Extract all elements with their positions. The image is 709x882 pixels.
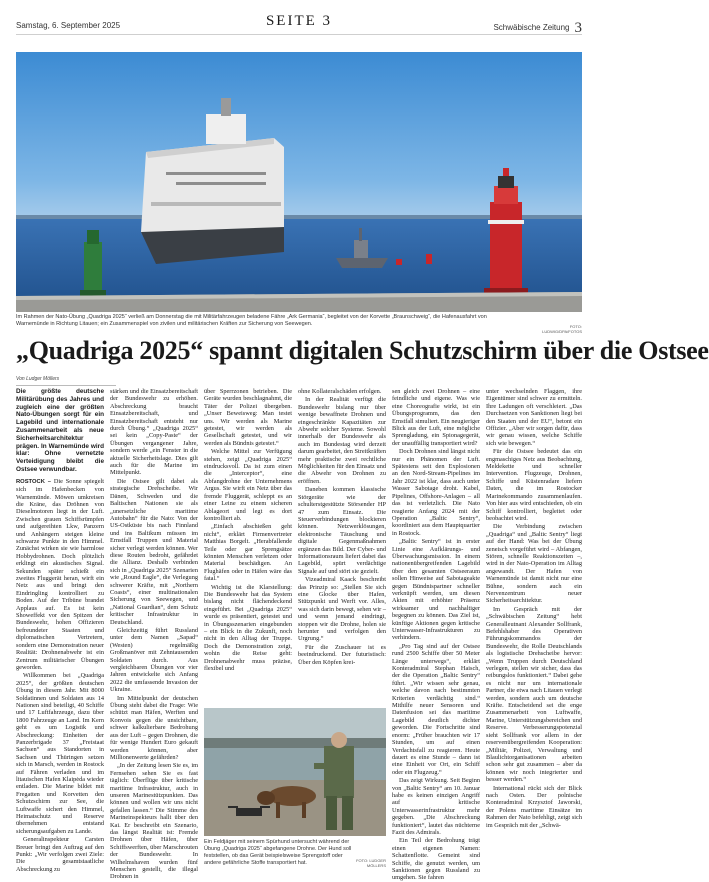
main-photo [16,52,582,312]
photo-credit: FOTO: LUDWIG/DPA/FOTOS [542,324,582,334]
dog-photo-caption: Ein Feldjäger mit seinem Spürhund untersucht während der Übung „Quadriga 2025“ abgefangene Drohne. Der Hund soll feststellen, ob das Gerät beispielsweise Sprengstoff oder andere gefährliche Stoffe transportiert hat. [204,839,352,866]
article-column-2 [110,388,198,881]
paragraph: stärken und die Einsatzbereitschaft der Bundeswehr zu erhöhen. Abschreckung braucht Einsatzbereitschaft, und Einsatzbereitschaft entsteht nur durch Übung.“ „Quadriga 2025“ sei kein „Copy-Paste“ der Übungen vergangener Jahre, sondern werde „ein Fenster in die aktuelle Sicherheitslage. Dies gilt auch für die Marine im Mittelpunkt. [110,388,198,477]
paragraph: „In der Zeitung lesen Sie es, im Fernsehen sehen Sie es fast täglich: Überflüge über kritische maritime Infrastruktur, auch in unseren Marinestützpunkten. Das können und wollen wir uns nicht gefallen lassen.“ Die Stimme des Marineinspekteurs hallt über den Kai. Er beschreibt ein Szenario, das längst Realität ist: Fremde Drohnen über Häfen, über Schiffswerften, über Marschrouten der Bundeswehr. In Wilhelmshaven wurden fünf Menschen gestellt, die illegal Drohnen in [110,762,198,881]
paragraph: In der Realität verfügt die Bundeswehr bislang nur über wenige bewaffnete Drohnen und eingeschränkte Kapazitäten zur Abwehr solcher Systeme. Sowohl innerhalb der Bundeswehr als auch im Bundestag wird derzeit darum gearbeitet, den Streitkräften mehr praktische zwei rechtliche Möglichkeiten für den Einsatz und die Abwehr von Drohnen zu eröffnen. [298,396,386,485]
dog-photo-credit: FOTO: LUDGER MÖLLERS [356,858,386,868]
paragraph: Die Ostsee gilt dabei als strategische Drehscheibe. Wir Dänen, Schweden und die Baltischen Nationen sie als „unersetzliche maritime Autobahn“ für die Nato: Von der US-Ostküste bis nach Finnland und ins Baltikum müssen im Ernstfall Truppen und Material sicher verlegt werden können. Wer diese Routen bedroht, gefährdet die Allianz. Deshalb verbinden sich in „Quadriga 2025“ Szenarien wie „Round Eagle“, die Verlegung schwerer Kräfte, mit „Northern Coasts“, einer multinationalen Sicherung von Seewegen, und „National Guardian“, dem Schutz kritischer Infrastruktur in Deutschland. [110,477,198,626]
article-column-1 [16,388,104,872]
paragraph: Das zeigt Wirkung. Seit Beginn von „Baltic Sentry“ am 10. Januar habe es keinen einzigen Angriff auf kritische Unterwasserinfrastruktur mehr gegeben. „Die Abschreckung funktioniert“, lautet das nüchterne Fazit des Admirals. [392,777,480,836]
paragraph: Vizeadmiral Kaack beschreibt das Prinzip so: „Stellen Sie sich eine Glocke über Hafen, Stützpunkt und Werft vor. Alles, was sich darin bewegt, sehen wir – und wenn jemand eindringt, stoppen wir die Drohne, holen sie herunter und verfolgen den Urgrung.“ [298,576,386,643]
paragraph: Die Verbindung zwischen „Quadriga“ und „Baltic Sentry“ liegt auf der Hand: Was bei der Übung zeneisch vorgeführt wird – Abfangen, Stören, schnelle Reaktionszeiten –, wird in der Nato-Operation im Alltag angewandt. Der Hafen von Warnemünde ist damit nicht nur eine Bühne, sondern auch ein Nervenzentrum neuer Sicherheitsarchitektur. [486,523,582,605]
article-column-6 [486,388,582,872]
paragraph: Im Gespräch mit der „Schwäbischen Zeitung“ hebt Generalleutnant Alexander Sollfrank, Befehlshaber des Operativen Führungskommandos der Bundeswehr, die Rolle Deutschlands als logistische Drehscheibe hervor: „Wenn Truppen durch Deutschland verlegen, stellen wir sicher, dass das reibungslos funktioniert.“ Dabei gehe es nicht nur um internationale Partner, die etwa nach Litauen verlegt werden, sondern auch um deutsche Kräfte. Entscheidend sei die enge Zusammenarbeit von Luftwaffe, Marine, Unterstützungsbereichen und Reserve. Verbesserungspotenzial sieht Sollfrank vor allem in der reservenübergreifenden Kooperation: „Militär, Polizei, Verwaltung und Blaulichtorganisationen arbeiten schon sehr gut zusammen – aber da können wir noch integrierter und besser werden.“ [486,605,582,784]
paragraph: ROSTOCK – Die Sonne spiegelt sich im Hafenbecken von Warnemünde. Möwen umkreisen die Kräne, das Dröhnen von Dieselmotoren liegt in der Luft. Zwischen grauen Schiffsrümpfen und aufgereihten Lkw, Panzern und Anhängern steigen kleine schwarze Punkte in den Himmel. Zunächst wirken sie wie harmlose Hobbydrohnen. Doch plötzlich erklingt ein akustisches Signal. Sekunden später schießt ein zweites Fluggerät heran, wirft ein Netz aus und bringt den Eindringling kontrolliert zu Boden. Auf der Tribüne brandet Applaus auf. Es ist kein Showeffekt vor den Spitzen der Bundeswehr, hohen Offizieren befreundeter Staaten und diplomatischen Vertretern, sondern eine Demonstration neuer Realität: Drohnenabwehr ist ein Zentrum militärischer Übungen geworden. [16,477,104,671]
paragraph: International rückt sich der Blick nach Osten. Der polnische Konteradmiral Krzysztof Jaworski, der Polens maritime Einsätze im Rahmen der Nato befehligt, zeigt sich im Gespräch mit der „Schwä- [486,784,582,829]
page-header [16,0,582,35]
article-column-5 [392,388,480,882]
author-byline: Von Ludger Möllers [16,376,116,386]
paragraph: Wichtig ist die Klarstellung: Die Bundeswehr hat das System bislang nicht flächendeckend eingeführt. Bei „Quadriga 2025“ wurde es präsentiert, getestet und in Übungsszenarien eingebunden – ein Blick in die Zukunft, noch nicht in den Alltag der Truppe. Doch die Demonstration zeigt, wohin die Reise geht: Drohnenabwehr muss präzise, flexibel und [204,583,292,673]
dog-drone-photo [204,708,386,836]
paragraph: Für die Zuschauer ist es beeindruckend. Der futuristisch: Über den Köpfen krei- [298,643,386,666]
paper-name: Schwäbische Zeitung [493,23,570,32]
paragraph: Im Mittelpunkt der deutschen Übung steht dabei die Frage: Wie schützt man Häfen, Werften und Konvois gegen die unsichtbare, schwer kalkulierbare Bedrohung aus der Luft – gegen Drohnen, die für wenige Hundert Euro gekauft werden können, aber Millionenwerte gefährden? [110,694,198,761]
page-number: 3 [574,20,582,36]
dateline: ROSTOCK – [16,478,51,485]
paragraph: Für die Ostsee bedeutet das ein engmaschiges Netz aus Beobachtung, Meldekette und schneller Intervention. Flugzeuge, Drohnen, Schiffe und Küstenradare liefern Daten, die im Rostocker Marinekommando zusammenlaufen. Von hier aus wird entschieden, ob ein Schiff kontrolliert, begleitet oder beobachtet wird. [486,448,582,522]
paragraph: „Pro Tag sind auf der Ostsee rund 2500 Schiffe über 50 Meter Länge unterwegs“, erklärt Konteradmiral Stephan Haisch, der die Operation „Baltic Sentry“ führt. „Wir wissen sehr genau, welche davon nach bestimmten Kriterien verdächtig sind.“ Mithilfe neuer Sensoren und Datenfusion sei das maritime Lagebild deutlich dichter geworden. Die Fortschritte sind enorm: „Früher brauchten wir 17 Stunden, um auf einen Verdachtsfall zu reagieren. Heute dauert es eine Stunde – dann ist eine Einheit vor Ort, ein Schiff oder ein Flugzeug.“ [392,642,480,776]
paragraph: sen gleich zwei Drohnen – eine feindliche und eigene. Was wie eine Choreografie wirkt, ist ein Übungsprogramm, das den Ernstfall simuliert. Ein neugieriger Blick aus der Luft, eine mögliche Sprengladung, ein Spionagegerät, der unauffällig transportiert wird? [392,388,480,447]
section-title: SEITE 3 [265,13,333,29]
article-column-3 [204,388,292,704]
article-column-4 [298,388,386,704]
article-lead: Die größte deutsche Militärübung des Jahres und zugleich eine der größten Nato-Übungen sorgt für ein Lagebild und internationale Zusammenarbeit als neue Sicherheitsarchitektur prägen. In Warnemünde wird klar: Ohne vernetzte Verteidigung bleibt die Ostsee verwundbar. [16,388,104,473]
paragraph: „Baltic Sentry“ ist in erster Linie eine Aufklärungs- und Überwachungsmission. In einem nationenübergreifenden Lagebild über den gesamten Ostseeraum sollen Hinweise auf Sabotageakte gegen Bündnispartner schneller verknüpft werden, um diesen Akten mit erhöhter Präsenz wirksamer und nachhaltiger begegnen zu können. Das Ziel ist, künftige Aktionen gegen kritische Unterwasser-Infrastrukturen zu verhindern. [392,538,480,642]
paragraph: Daneben kommen klassische Störgeräte wie der schulterstgestützte Störsender HP 47 zum Einsatz. Die Steuerverbindungen blockieren können. Netzwerklösungen, elektronische Täuschung und digitale Gegenmaßnahmen ergänzen das Bild. Der Cyber- und Informationsraum liefert dabei das Lagebild, spürt verdächtige Signale auf und stört sie gezielt. [298,486,386,575]
paragraph: über Sperrzonen betrieben. Die Geräte wurden beschlagnahmt, die Täter der Polizei übergeben. „Unser Beweisweg: Man testet uns. Wir werden als Marine getestet, wir werden als Gesellschaft getestet, und wir werden als Bündnis getestet.“ [204,388,292,447]
paragraph: Ein Teil der Bedrohung trägt einen eigenen Namen: Schattenflotte. Gemeint sind Schiffe, die genutzt werden, um Sanktionen gegen Russland zu umgehen. Sie fahren [392,837,480,882]
paragraph: Gleichzeitig führt Russland unter dem Namen „Sapad“ (Westen) regelmäßig Großmanöver mit Zehntausenden Soldaten durch. Aus vergleichbaren Übungen vor vier Jahren entwickelte sich Anfang 2022 die umfassende Invasion der Ukraine. [110,627,198,694]
paragraph: Doch Drohnen sind längst nicht nur ein Phänomen der Luft. Spätestens seit den Explosionen an den Nord-Stream-Pipelines im Jahr 2022 ist klar, dass auch unter Wasser Sabotage droht. Kabel, Pipelines, Offshore-Anlagen – all das ist verletzlich. Die Nato reagierte Anfang 2024 mit der Operation „Baltic Sentry“, koordiniert aus dem Hauptquartier in Rostock. [392,448,480,537]
paragraph: Welche Mittel zur Verfügung stehen, zeigt „Quadriga 2025“ eindrucksvoll. Da ist zum einen die „Interceptor“, eine Abfangdrohne der Unternehmens Argus. Sie wirft ein Netz über das fremde Fluggerät, schleppt es an einer Leine zu einem sicheren Ablageort und legt es dort kontrolliert ab. [204,448,292,522]
article-headline: „Quadriga 2025“ spannt digitalen Schutzschirm über die Ostsee [16,336,709,365]
dog-drone-image [204,708,386,836]
paragraph: Willkommen bei „Quadriga 2025“, der größten deutschen Übung in diesem Jahr. Mit 8000 Soldatinnen und Soldaten aus 14 Nationen sind beteiligt, 40 Schiffe und 17 Luftfahrzeuge, dazu über 1800 Fahrzeuge an Land. Im Kern geht es um Logistik und Abschreckung: Einheiten der Panzerbrigade 37 „Freistaat Sachsen“ aus Standorten in Sachsen und Thüringen setzen sich in Marsch, werden in Rostock auf Fähren verladen und im litauischen Hafen Klaipėda wieder entladen. Die Marine bildet mit Fregatten und Korvetten den Schutzschirm zur See, die Luftwaffe sichert den Himmel, Heimatschutz und Reserve übernehmen entstand sicherungsaufgaben zu Lande. [16,672,104,835]
paragraph: unter wechselnden Flaggen, ihre Eigentümer sind schwer zu ermitteln. Ihre Ladungen oft verschleiert. „Das Durchsetzen von Sanktionen liegt bei den Staaten und der EU“, betont ein Offizier. „Aber wir sorgen dafür, dass wir genau wissen, welche Schiffe sich wie bewegen.“ [486,388,582,447]
photo-caption: Im Rahmen der Nato-Übung „Quadriga 2025“ verließ am Donnerstag die mit Militärfahrzeugen beladene Fähre „Ark Germania“, begleitet von der Korvette „Braunschweig“, die Hafenausfahrt von Warnemünde in Richtung Litauen; ein Zusammenspiel von zivilen und militärischen Kräften zur Sicherung von Seewegen. [16,314,487,327]
paragraph: ohne Kollateralschäden erfolgen. [298,388,382,395]
masthead-right [493,20,582,37]
paragraph: „Einfach abschießen geht nicht“, erklärt Firmenvertreter Matthias Borgelt. „Herabfallende Teile oder gar Sprengsätze könnten Menschen verletzen oder Material beschädigen. An Flughäfen oder in Häfen wäre das fatal.“ [204,523,292,583]
issue-date: Samstag, 6. September 2025 [16,21,121,30]
harbor-scene-image [16,52,582,312]
paragraph: Generalinspekteur Carsten Breuer bringt den Auftrag auf den Punkt: „Wir verfolgen zwei Ziele: Die gesamtstaatliche Abschreckung zu [16,836,104,873]
